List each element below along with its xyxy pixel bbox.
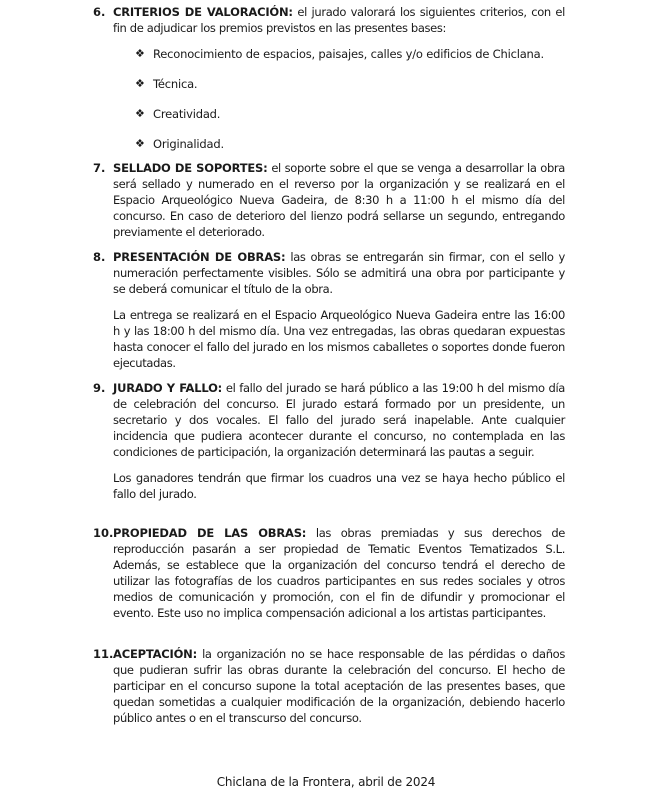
- list-item: [113, 136, 565, 152]
- section-10: [93, 525, 565, 621]
- section-paragraph: [113, 646, 565, 726]
- section-text: el soporte sobre el que se venga a desarrollar la obra será sellado y numerado en el reverso por la organización y se realizará en el Espacio Arqueológico Nueva Gadeira, de 8:30 h a 11:00 h el mismo día del concurso. En caso de deterioro del lienzo podrá sellarse un segundo, entregando previamente el deteriorado.: [113, 161, 565, 239]
- section-extra-paragraph: Los ganadores tendrán que firmar los cuadros una vez se haya hecho público el fallo del jurado.: [113, 471, 565, 501]
- list-item: [113, 46, 565, 62]
- section-6: [93, 4, 566, 152]
- section-number: 8.: [93, 250, 106, 264]
- section-11: [93, 646, 565, 726]
- list-item-text: Reconocimiento de espacios, paisajes, calles y/o edificios de Chiclana.: [153, 47, 544, 61]
- section-extra-paragraph: La entrega se realizará en el Espacio Arqueológico Nueva Gadeira entre las 16:00 h y las 18:00 h del mismo día. Una vez entregadas, las obras quedaran expuestas hasta conocer el fallo del jurado en los mismos caballetes o soportes donde fueron ejecutadas.: [113, 308, 565, 370]
- section-paragraph: [113, 525, 565, 621]
- section-text: el jurado valorará los siguientes criterios, con el fin de adjudicar los premios previstos en las presentes bases:: [113, 5, 566, 35]
- section-text: las obras se entregarán sin firmar, con el sello y numeración perfectamente visibles. Sólo se admitirá una obra por participante y se deberá comunicar el título de la obra.: [113, 250, 566, 296]
- list-item-text: Creatividad.: [153, 107, 221, 121]
- section-number: 11.: [93, 647, 114, 661]
- section-heading: PROPIEDAD DE LAS OBRAS:: [113, 526, 307, 540]
- section-paragraph: [113, 380, 565, 460]
- section-heading: SELLADO DE SOPORTES:: [113, 161, 268, 175]
- section-text: la organización no se hace responsable de las pérdidas o daños que pudieran sufrir las obras durante la celebración del concurso. El hecho de participar en el concurso supone la total aceptación de las presentes bases, que quedan sometidas a cualquier modificación de la organización, debiendo hacerlo público antes o en el transcurso del concurso.: [113, 647, 565, 725]
- section-number: 6.: [93, 5, 106, 19]
- section-8: [93, 249, 566, 371]
- section-number: 7.: [93, 161, 106, 175]
- diamond-dots-icon: ❖: [135, 107, 145, 120]
- diamond-dots-icon: ❖: [135, 47, 145, 60]
- section-heading: PRESENTACIÓN DE OBRAS:: [113, 250, 286, 264]
- diamond-dots-icon: ❖: [135, 77, 145, 90]
- section-number: 10.: [93, 526, 114, 540]
- section-paragraph: [113, 4, 565, 36]
- section-paragraph: [113, 160, 565, 240]
- diamond-dots-icon: ❖: [135, 137, 145, 150]
- footer-place-date: Chiclana de la Frontera, abril de 2024: [216, 775, 436, 789]
- section-number: 9.: [93, 381, 106, 395]
- list-item: [113, 106, 565, 122]
- section-7: [93, 160, 565, 240]
- list-item-text: Técnica.: [153, 77, 198, 91]
- section-text: el fallo del jurado se hará público a las 19:00 h del mismo día de celebración del concurso. El jurado estará formado por un presidente, un secretario y dos vocales. El fallo del jurado será inapelable. Ante cualquier incidencia que pudiera acontecer durante el concurso, no contemplada en las condiciones de participación, la organización determinará las pautas a seguir.: [113, 381, 565, 459]
- criteria-list: [113, 46, 565, 152]
- section-text: las obras premiadas y sus derechos de reproducción pasarán a ser propiedad de Tematic Eventos Tematizados S.L. Además, se establece que la organización del concurso tendrá el derecho de utilizar las fotografías de los cuadros participantes en sus redes sociales y otros medios de comunicación y promoción, con el fin de difundir y promocionar el evento. Este uso no implica compensación adicional a los artistas participantes.: [113, 526, 565, 620]
- section-heading: CRITERIOS DE VALORACIÓN:: [113, 5, 293, 19]
- list-item: [113, 76, 565, 92]
- section-heading: ACEPTACIÓN:: [113, 647, 197, 661]
- list-item-text: Originalidad.: [153, 137, 224, 151]
- section-heading: JURADO Y FALLO:: [113, 381, 223, 395]
- section-paragraph: [113, 249, 565, 297]
- section-9: [93, 380, 565, 502]
